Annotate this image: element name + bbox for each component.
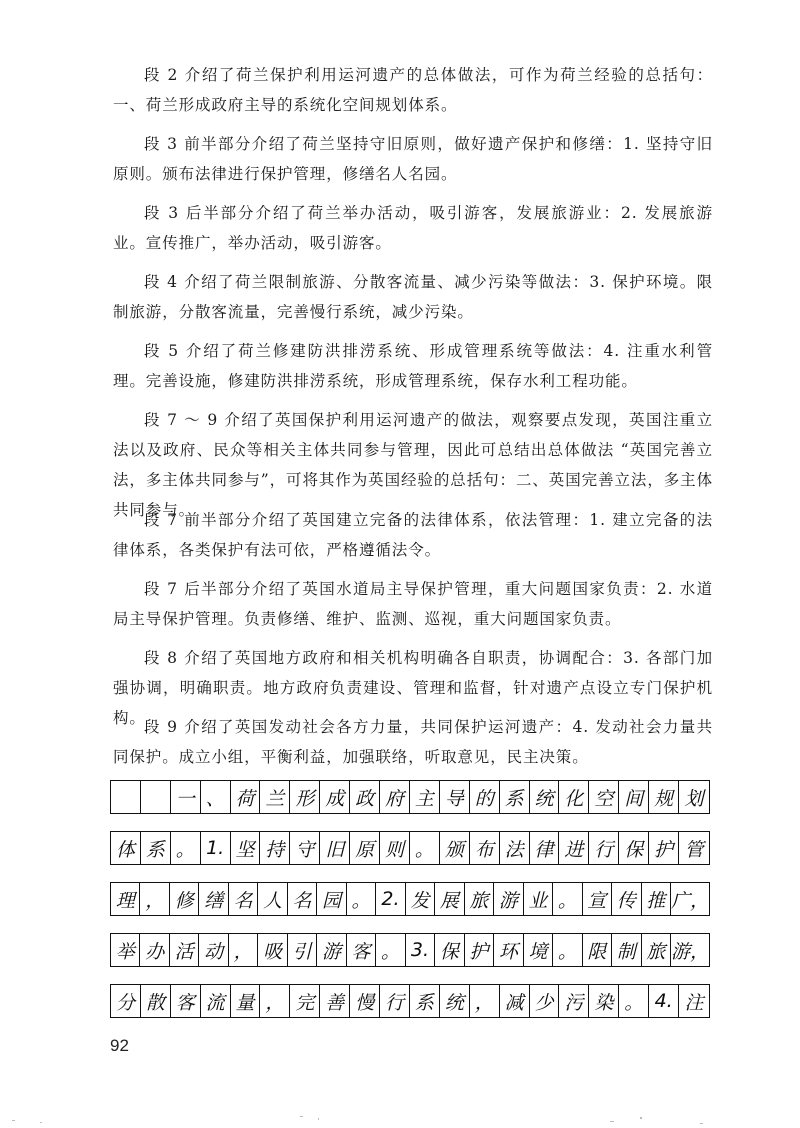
grid-cell: 护 [465, 934, 494, 966]
grid-cell: 人 [258, 883, 287, 915]
grid-cell: 减 [500, 985, 530, 1017]
grid-cell: 散 [141, 985, 171, 1017]
grid-cell: 律 [530, 832, 560, 864]
paragraph-9: 段 8 介绍了英国地方政府和相关机构明确各自职责，协调配合：3. 各部门加强协调，明确职责。地方政府负责建设、管理和监督，针对遗产点设立专门保护机构。 [113, 649, 713, 727]
paragraph-2: 段 3 前半部分介绍了荷兰坚持守旧原则，做好遗产保护和修缮：1. 坚持守旧原则。颁布法律进行保护管理，修缮名人名园。 [113, 135, 713, 183]
grid-cell: 分 [111, 985, 141, 1017]
grid-cell: 旅 [642, 934, 671, 966]
grid-cell: 发 [406, 883, 435, 915]
grid-cell: 统 [530, 781, 560, 813]
grid-cell: 旅 [465, 883, 494, 915]
grid-cell: 。 [619, 985, 649, 1017]
grid-cell: 缮 [199, 883, 228, 915]
scan-speck [318, 1118, 319, 1120]
grid-cell: 统 [440, 985, 470, 1017]
grid-cell: 旧 [320, 832, 350, 864]
grid-cell: 传 [612, 883, 641, 915]
scan-noise-decoration [0, 1108, 800, 1128]
grid-cell: 广， [670, 889, 709, 912]
grid-cell: 修 [170, 883, 199, 915]
grid-cell: 原 [350, 832, 380, 864]
grid-cell: 管 [684, 838, 704, 861]
paragraph-4: 段 4 介绍了荷兰限制旅游、分散客流量、减少污染等做法：3. 保护环境。限制旅游，分散客流量，完善慢行系统，减少污染。 [113, 273, 713, 321]
grid-cell: 染 [589, 985, 619, 1017]
grid-cell: 限 [583, 934, 612, 966]
grid-cell: 业 [524, 883, 553, 915]
grid-cell: 。 [553, 883, 582, 915]
grid-cell: 系 [141, 832, 171, 864]
grid-cell: 引 [288, 934, 317, 966]
grid-cell: 吸 [258, 934, 287, 966]
scan-speck [40, 1122, 42, 1123]
grid-cell: ， [229, 934, 258, 966]
grid-cell: 2. [376, 883, 405, 915]
grid-cell: ， [470, 985, 500, 1017]
grid-cell: 4. [649, 985, 679, 1017]
grid-cell: 空 [589, 781, 619, 813]
grid-cell: 理 [111, 883, 140, 915]
grid-cell: 环 [494, 934, 523, 966]
grid-cell: 境 [524, 934, 553, 966]
grid-cell: 完 [290, 985, 320, 1017]
paragraph-3: 段 3 后半部分介绍了荷兰举办活动，吸引游客，发展旅游业：2. 发展旅游业。宣传推广，举办活动，吸引游客。 [113, 204, 713, 252]
grid-cell: 举 [111, 934, 140, 966]
scan-speck [610, 1121, 614, 1122]
grid-cell: 进 [559, 832, 589, 864]
grid-cell: 颁 [440, 832, 470, 864]
answer-grid-sheet [110, 780, 710, 1035]
grid-cell: 间 [619, 781, 649, 813]
grid-cell: ， [260, 985, 290, 1017]
grid-cell: 一 [171, 781, 201, 813]
grid-cell: 客 [347, 934, 376, 966]
grid-cell: 游， [670, 940, 709, 963]
grid-cell: 园 [317, 883, 346, 915]
grid-cell: 行 [380, 985, 410, 1017]
grid-row [110, 984, 710, 1018]
grid-cell: 府 [380, 781, 410, 813]
paragraph-8: 段 7 后半部分介绍了英国水道局主导保护管理，重大问题国家负责：2. 水道局主导保护管理。负责修缮、维护、监测、巡视，重大问题国家负责。 [113, 580, 713, 628]
grid-cell: 推 [642, 883, 671, 915]
grid-cell: 法 [500, 832, 530, 864]
grid-cell: 名 [288, 883, 317, 915]
grid-cell: 、 [201, 781, 231, 813]
grid-cell: 名 [229, 883, 258, 915]
grid-cell: 化 [559, 781, 589, 813]
grid-cell: 系 [410, 985, 440, 1017]
grid-cell: 行 [589, 832, 619, 864]
grid-cell: 1. [201, 832, 231, 864]
grid-cell: 规 [649, 781, 679, 813]
grid-row [110, 831, 710, 865]
grid-cell: 展 [435, 883, 464, 915]
grid-row [110, 882, 710, 916]
grid-cell: 动 [199, 934, 228, 966]
grid-cell: 制 [612, 934, 641, 966]
grid-cell: 。 [553, 934, 582, 966]
grid-cell: 注 [684, 991, 704, 1014]
grid-cell: 守 [290, 832, 320, 864]
grid-cell: 办 [140, 934, 169, 966]
grid-cell: 导 [440, 781, 470, 813]
grid-cell: 慢 [350, 985, 380, 1017]
paragraph-6: 段 7 ～ 9 介绍了英国保护利用运河遗产的做法，观察要点发现，英国注重立法以及政府、民众等相关主体共同参与管理，因此可总结出总体做法 “英国完善立法，多主体共同参与”，可将其作为英国经验的总括句：二、英国完善立法，多主体共同参与。 [113, 411, 713, 519]
grid-cell: 形 [290, 781, 320, 813]
grid-cell: 。 [347, 883, 376, 915]
grid-cell: 主 [410, 781, 440, 813]
grid-cell: 护 [649, 832, 679, 864]
grid-cell: 客 [171, 985, 201, 1017]
grid-cell: 划 [684, 787, 704, 810]
grid-cell: 污 [559, 985, 589, 1017]
grid-cell: 布 [470, 832, 500, 864]
grid-cell: 。 [410, 832, 440, 864]
grid-cell: 的 [470, 781, 500, 813]
grid-cell: 坚 [231, 832, 261, 864]
scan-speck [700, 1123, 703, 1124]
grid-cell: 保 [619, 832, 649, 864]
grid-row [110, 780, 710, 814]
grid-cell: ， [140, 883, 169, 915]
paragraph-7: 段 7 前半部分介绍了英国建立完备的法律体系，依法管理：1. 建立完备的法律体系，各类保护有法可依，严格遵循法令。 [113, 511, 713, 559]
grid-cell: 3. [406, 934, 435, 966]
grid-cell: 持 [260, 832, 290, 864]
grid-row [110, 933, 710, 967]
paragraph-5: 段 5 介绍了荷兰修建防洪排涝系统、形成管理系统等做法：4. 注重水利管理。完善设施，修建防洪排涝系统，形成管理系统，保存水利工程功能。 [113, 342, 713, 390]
grid-cell: 少 [530, 985, 560, 1017]
grid-cell: 荷 [231, 781, 261, 813]
scan-speck [640, 1117, 642, 1119]
grid-cell: 系 [500, 781, 530, 813]
grid-cell: 政 [350, 781, 380, 813]
grid-cell [111, 781, 141, 813]
grid-cell: 宣 [583, 883, 612, 915]
scan-speck [12, 1120, 15, 1121]
grid-cell: 。 [171, 832, 201, 864]
grid-cell: 。 [376, 934, 405, 966]
scan-speck [300, 1116, 303, 1117]
paragraph-10: 段 9 介绍了英国发动社会各方力量，共同保护运河遗产：4. 发动社会力量共同保护。成立小组，平衡利益，加强联络，听取意见，民主决策。 [113, 718, 713, 766]
grid-cell: 体 [111, 832, 141, 864]
grid-cell: 则 [380, 832, 410, 864]
grid-cell [141, 781, 171, 813]
paragraph-1: 段 2 介绍了荷兰保护利用运河遗产的总体做法，可作为荷兰经验的总括句：一、荷兰形成政府主导的系统化空间规划体系。 [113, 66, 713, 114]
grid-cell: 保 [435, 934, 464, 966]
grid-cell: 游 [494, 883, 523, 915]
page-number: 92 [110, 1036, 129, 1055]
grid-cell: 善 [320, 985, 350, 1017]
grid-cell: 游 [317, 934, 346, 966]
grid-cell: 流 [201, 985, 231, 1017]
grid-cell: 活 [170, 934, 199, 966]
grid-cell: 成 [320, 781, 350, 813]
grid-cell: 量 [231, 985, 261, 1017]
grid-cell: 兰 [260, 781, 290, 813]
